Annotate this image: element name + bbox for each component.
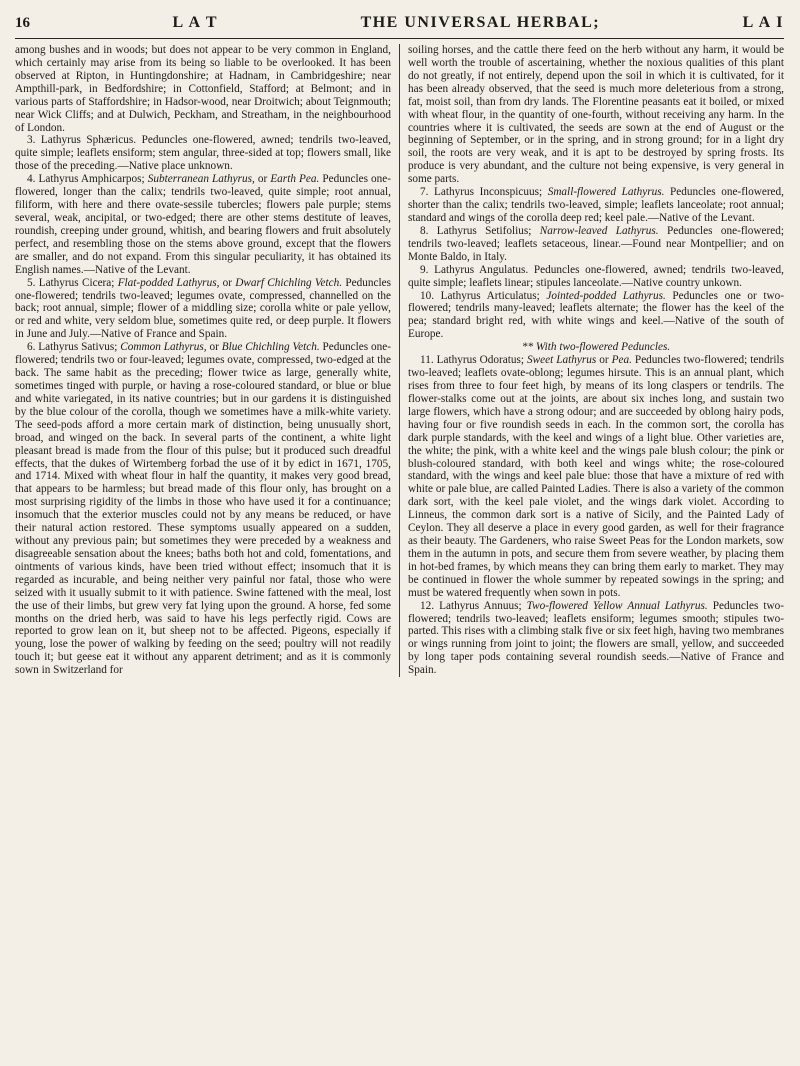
page-number: 16 bbox=[15, 15, 30, 31]
right-column bbox=[408, 44, 784, 677]
italic-name: Common Lathyrus, bbox=[120, 341, 207, 354]
species-entry bbox=[408, 600, 784, 678]
column-rule bbox=[399, 44, 400, 677]
paragraph-text: Peduncles two-flowered; tendrils two-leaved; leaflets ensiform; legumes smooth; stipules two-parted. This rises with a climbing stalk five or six feet high, having two membranes or wings running from joint to joint; the flowers are small, yellow, and succeeded by long taper pods containing several roundish seeds.—Native of France and Spain. bbox=[408, 599, 784, 677]
paragraph-text: or bbox=[206, 341, 222, 354]
species-entry bbox=[15, 134, 391, 173]
paragraph-text: Peduncles one-flowered, shorter than the calix; tendrils two-leaved, simple; leaflets lanceolate; root annual; standard and wings of the corolla deep red; keel pale.—Native of the Levant. bbox=[408, 186, 784, 224]
italic-name: Narrow-leaved Lathyrus. bbox=[539, 224, 659, 237]
italic-name: Blue Chichling Vetch. bbox=[221, 341, 320, 354]
paragraph-text: 7. Lathyrus Inconspicuus; bbox=[420, 186, 548, 199]
italic-name: Earth Pea. bbox=[270, 173, 320, 186]
paragraph-text: 3. Lathyrus Sphæricus. Peduncles one-flowered, awned; tendrils two-leaved, quite simple; leaflets ensiform; stem angular, three-sided at top; flowers small, like those of the preceding.—Native place unknown. bbox=[15, 134, 391, 173]
paragraph-text: among bushes and in woods; but does not appear to be very common in England, which certainly may arise from its being so liable to be overlooked. It has been observed at Ripton, in Huntingdonshire; at Hadnam, in Cambridgeshire; near Ampthill-park, in Bedfordshire; in Cottonfield, Stafford; at Belmont; and in various parts of Staffordshire; in Hadsor-wood, near Droitwich; about Teignmouth; near Wick Cliffs; and at Dulwich, Peckham, and Streatham, in the neighbourhood of London. bbox=[15, 44, 391, 134]
paragraph-text: 11. Lathyrus Odoratus; bbox=[420, 354, 527, 367]
paragraph-text: 6. Lathyrus Sativus; bbox=[27, 341, 121, 354]
paragraph-text: Peduncles one or two-flowered; tendrils many-leaved; leaflets alternate; the flower has the keel of the pea; standard bright red, with white wings and keel.—Native of the south of Europe. bbox=[408, 289, 785, 341]
paragraph-text: or bbox=[219, 276, 236, 289]
paragraph-text: 4. Lathyrus Amphicarpos; bbox=[27, 173, 148, 186]
italic-name: Jointed-podded Lathyrus. bbox=[546, 289, 666, 302]
paragraph-text: 12. Lathyrus Annuus; bbox=[420, 599, 527, 612]
species-entry bbox=[408, 186, 784, 225]
italic-name: Dwarf Chichling Vetch. bbox=[235, 276, 343, 289]
italic-name: Flat-podded Lathyrus, bbox=[117, 276, 220, 289]
continued-paragraph bbox=[15, 44, 391, 134]
italic-name: Sweet Lathyrus bbox=[527, 354, 597, 367]
paragraph-text: Peduncles one-flowered; tendrils two or four-leaved; legumes ovate, compressed, two-edged at the back. The same habit as the preceding; flower twice as large, generally white, sometimes tinged with purple, or having a rose-coloured standard, or blue or blue and white variegated, in its native countries; but in our gardens it is distinguished by the blue colour of the corolla, though we sometimes have a milk-white variety. The seed-pods afford a more certain mark of distinction, being unusually short, broad, and winged on the back. In several parts of the continent, a white light pleasant bread is made from the flour of this pulse; but it produced such dreadful effects, that the dukes of Wirtemberg forbad the use of it by edict in 1671, 1705, and 1714. Mixed with wheat flour in half the quantity, it makes very good bread, that appears to be harmless; but bread made of this flour only, has brought on a most surprising rigidity of the limbs in those who have used it for a continuance; insomuch that the exterior muscles could not by any means be reduced, or have their natural action restored. These symptoms usually appeared on a sudden, without any previous pain; but sometimes they were preceded by a weakness and disagreeable sensation about the knees; baths both hot and cold, fomentations, and ointments of various kinds, have been tried without effect; insomuch that it is regarded as incurable, and being neither very painful nor fatal, those who were seized with it usually submit to it with patience. Swine fattened with the meal, lost the use of their limbs, but grew very fat lying upon the ground. A horse, fed some months on the dried herb, was said to have his legs perfectly rigid. Cows are reported to grow lean on it, but sheep not to be affected. Pigeons, especially if young, lose the power of walking by feeding on the seed; poultry will not readily touch it; but geese eat it without any apparent detriment; and as it is commonly sown in Switzerland for bbox=[15, 341, 392, 677]
species-entry bbox=[408, 354, 784, 600]
species-entry bbox=[408, 225, 784, 264]
paragraph-text: 9. Lathyrus Angulatus. Peduncles one-flowered, awned; tendrils two-leaved, quite simple; leaflets linear; stipules lanceolate.—Native country unkown. bbox=[408, 263, 784, 289]
species-entry bbox=[408, 290, 784, 342]
paragraph-text: soiling horses, and the cattle there feed on the herb without any harm, it would be well worth the trouble of ascertaining, whether the noxious qualities of this plant do not greatly, if not entirely, depend upon the soil in which it is cultivated, for it has been already observed, that the seed is much more deleterious from a strong, fat, moist soil, than from dry lands. The Florentine peasants eat it boiled, or mixed with wheat flour, in the quantity of one-fourth, without receiving any harm. In the countries where it is cultivated, the seeds are sown at the end of August or the beginning of September, or in the spring, and in strong ground; for in a light dry soil, the roots are very weak, and it is apt to be destroyed by spring frosts. Its produce is very abundant, and the culture not being expensive, is very general in some parts. bbox=[408, 44, 784, 186]
italic-name: Small-flowered Lathyrus. bbox=[547, 186, 665, 199]
paragraph-text: Peduncles one-flowered; tendrils two-leaved; legumes ovate, compressed, channelled on the back; root annual, simple; flower of a middling size; corolla white or pale yellow, or red and white, very seldom blue, sometimes quite red, or deep purple. It flowers in June and July.—Native of France and Spain. bbox=[15, 276, 391, 341]
paragraph-text: Peduncles one-flowered, longer than the calix; tendrils two-leaved, quite simple; root annual, filiform, with here and there ovate-sessile tubercles; flowers pale purple; stems several, weak, ancipital, or two-edged; there are other stems destitute of leaves, roundish, creeping under ground, whitish, and bearing flowers and fruit absolutely perfect, and resembling those on the stems above ground, except that the flowers are smaller, and do not expand. From this singular peculiarity, it has obtained its English names.—Native of the Levant. bbox=[15, 173, 392, 276]
italic-name: Subterranean Lathyrus, bbox=[147, 173, 255, 186]
left-column bbox=[15, 44, 391, 677]
paragraph-text: 8. Lathyrus Setifolius; bbox=[420, 224, 540, 237]
paragraph-text: Peduncles one-flowered; tendrils two-leaved; leaflets setaceous, linear.—Found near Montpellier; and on Monte Baldo, in Italy. bbox=[408, 224, 784, 263]
running-title-right: L A I bbox=[742, 14, 784, 31]
italic-name: Two-flowered Yellow Annual Lathyrus. bbox=[526, 599, 708, 612]
italic-name: ** With two-flowered Peduncles. bbox=[521, 341, 671, 354]
species-entry bbox=[15, 277, 391, 342]
species-entry bbox=[15, 341, 391, 677]
running-title-left: L A T bbox=[172, 14, 219, 31]
species-entry bbox=[408, 264, 784, 290]
continued-paragraph bbox=[408, 44, 784, 186]
paragraph-text: 10. Lathyrus Articulatus; bbox=[420, 289, 547, 302]
species-entry bbox=[15, 173, 391, 276]
italic-name: Pea. bbox=[611, 354, 632, 367]
running-header bbox=[15, 14, 784, 39]
paragraph-text: Peduncles two-flowered; tendrils two-leaved; leaflets ovate-oblong; legumes hirsute. This is an annual plant, which rises from three to four feet high, by means of its long claspers or tendrils. The flower-stalks come out at the joints, are about six inches long, and sustain two large flowers, which have a strong odour; and are succeeded by oblong hairy pods, having four or five roundish seeds in each. In the common sort, the corolla has dark purple standards, with the keel and wings of a light blue. Other varieties are, the white; the pink, with a white keel and the wings pale blush colour; the pink or blush-coloured standard, with both keel and wings white; the rose-coloured standard, with the wings and keel pale blue: those that have a mixture of red with white or pale blue, are called Painted Ladies. There is also a variety of the common dark sort, with the keel pale violet, and the wings dark violet. According to Linneus, the common dark sort is a native of Sicily, and the Painted Lady of Ceylon. They all deserve a place in every good garden, as well for their fragrance as their beauty. The Gardeners, who raise Sweet Peas for the London markets, sow them in the autumn in pots, and secure them from severe weather, by placing them in hot-bed frames, by which means they can bring them early to market. They may be continued in flower the whole summer by repeated sowings in the spring; and must be watered frequently when sown in pots. bbox=[408, 354, 785, 599]
running-title-center: THE UNIVERSAL HERBAL; bbox=[360, 14, 601, 31]
paragraph-text: or bbox=[596, 354, 612, 367]
section-subheading bbox=[408, 341, 784, 354]
text-columns bbox=[15, 44, 784, 677]
paragraph-text: 5. Lathyrus Cicera; bbox=[27, 276, 118, 289]
paragraph-text: or bbox=[254, 173, 271, 186]
